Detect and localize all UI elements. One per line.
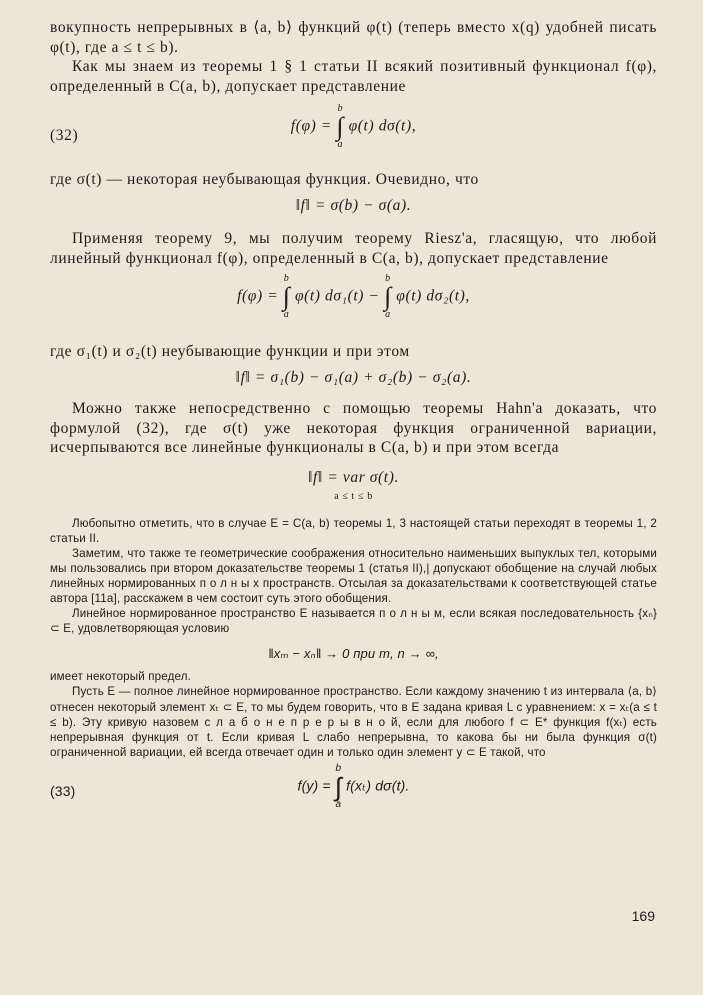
hahn-paragraph: Можно также непосредственно с помощью теоремы Hahn'a доказать, что формулой (32), где σ(t) уже некоторая функция ограниченной вариации, исчерпываются все линейные функционалы в C(a, b) и при этом всегда <box>50 400 657 456</box>
equation-32-left: f(φ) = <box>290 117 332 135</box>
integral-lower-limit: a <box>337 139 344 150</box>
intro-paragraph-2: Как мы знаем из теоремы 1 § 1 статьи II всякий позитивный функционал f(φ), определенный в C(a, b), допускает представление <box>50 58 657 95</box>
equation-32-right: φ(t) dσ(t), <box>348 117 417 135</box>
where-paragraph-2: где σ₁(t) и σ₂(t) неубывающие функции и при этом <box>50 343 410 360</box>
equation-var-body: ‖f‖ = var σ(t). <box>308 468 399 486</box>
small-paragraph-3: Линейное нормированное пространство E называется п о л н ы м, если всякая последовательность {xₙ} ⊂ E, удовлетворяющая условию <box>50 607 657 636</box>
equation-riesz-left: f(φ) = <box>237 287 279 305</box>
small-paragraph-1: Любопытно отметить, что в случае E = C(a, b) теоремы 1, 3 настоящей статьи переходят в теоремы 1, 2 статьи II. <box>50 516 657 545</box>
where-paragraph-1: где σ(t) — некоторая неубывающая функция. Очевидно, что <box>50 171 479 188</box>
equation-var <box>50 468 657 508</box>
integral-lower-limit: a <box>385 309 391 320</box>
equation-33-right: f(xₜ) dσ(t). <box>346 777 410 794</box>
equation-33 <box>50 764 657 820</box>
equation-norm-2: ‖f‖ = σ₁(b) − σ₁(a) + σ₂(b) − σ₂(a). <box>235 368 472 386</box>
equation-norm-1: ‖f‖ = σ(b) − σ(a). <box>295 196 412 214</box>
integral-sign: b ∫ a <box>334 762 343 810</box>
equation-number-32: (32) <box>50 127 79 144</box>
equation-var-subscript: a ≤ t ≤ b <box>334 491 373 502</box>
small-paragraph-4: имеет некоторый предел. <box>50 670 192 684</box>
integral-upper-limit: b <box>335 762 342 774</box>
integral-sign: b ∫ a <box>336 103 345 150</box>
page-number: 169 <box>631 908 655 924</box>
equation-32 <box>50 104 657 166</box>
small-paragraph-2: Заметим, что также те геометрические соображения относительно наименьших выпуклых тел, которыми мы пользовались при втором доказательстве теоремы 1 (статья II),| допускают обобщение на случай любых линейных нормированных п о л н ы х пространств. Отсылая за доказательствами к соответствующей статье автора [11a], расскажем в чем состоит суть этого обобщения. <box>50 546 657 605</box>
integral-lower-limit: a <box>283 309 290 320</box>
equation-riesz-right: φ(t) dσ₂(t), <box>396 287 470 305</box>
integral-sign: b ∫ a <box>282 273 291 320</box>
intro-paragraph-1: вокупность непрерывных в ⟨a, b⟩ функций φ(t) (теперь вместо x(q) удобней писать φ(t), где a ≤ t ≤ b). <box>50 19 657 56</box>
equation-number-33: (33) <box>50 782 76 799</box>
integral-upper-limit: b <box>385 273 391 284</box>
riesz-paragraph: Применяя теорему 9, мы получим теорему Riesz'a, гласящую, что любой линейный функционал f(φ), определенный в C(a, b), допускает представление <box>50 230 657 267</box>
equation-riesz-mid: φ(t) dσ₁(t) − <box>294 287 380 305</box>
equation-riesz <box>50 274 657 334</box>
integral-sign: b ∫ a <box>384 273 392 320</box>
small-print-block <box>50 516 657 820</box>
integral-upper-limit: b <box>283 273 290 284</box>
small-paragraph-5: Пусть E — полное линейное нормированное пространство. Если каждому значению t из интервала ⟨a, b⟩ отнесен некоторый элемент xₜ ⊂ E, то мы будем говорить, что в E задана кривая L с уравнением: x = xₜ(a ≤ t ≤ b). Эту кривую назовем с л а б о н е п р е р ы в н о й, если для любого f ⊂ E* функция f(xₜ) есть непрерывная функция от t. Если кривая L слабо непрерывна, то какова бы ни была функция σ(t) ограниченной вариации, ей всегда отвечает один и только один элемент y ⊂ E такой, что <box>50 685 657 759</box>
equation-cauchy: ‖xₘ − xₙ‖ → 0 при m, n → ∞, <box>268 646 439 662</box>
main-text-block <box>50 18 657 508</box>
integral-upper-limit: b <box>337 103 344 114</box>
equation-33-left: f(y) = <box>297 777 331 794</box>
integral-lower-limit: a <box>335 798 342 810</box>
